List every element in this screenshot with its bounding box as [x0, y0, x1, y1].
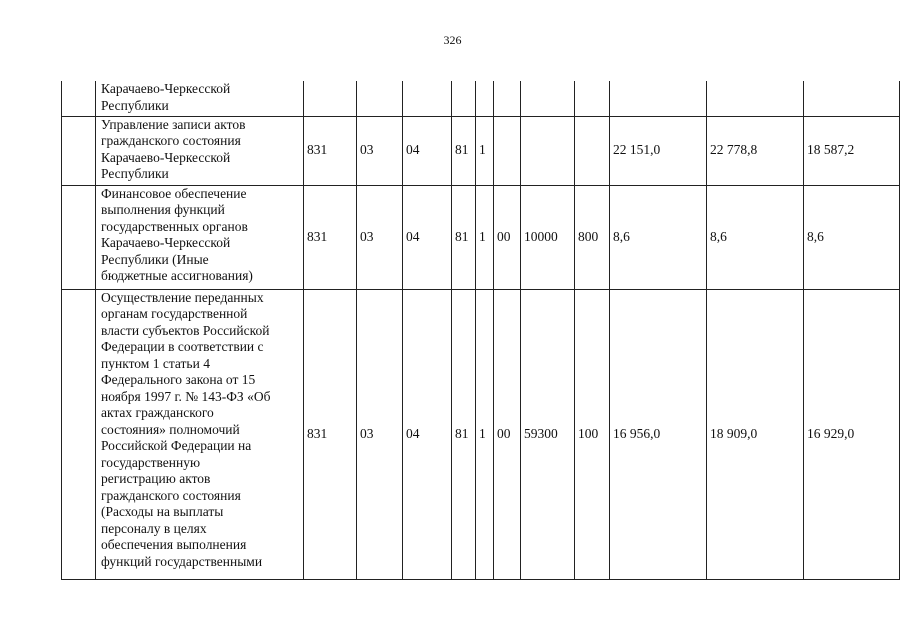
col-amount-y3: 8,6 — [804, 185, 900, 289]
description-line: пунктом 1 статьи 4 — [101, 355, 210, 371]
description-line: Карачаево-Черкесской — [101, 235, 231, 250]
col-subprogram: 1 — [476, 116, 494, 185]
col-subsection: 04 — [403, 116, 452, 185]
page-number: 326 — [443, 33, 462, 47]
col-expense-type — [575, 116, 610, 185]
row-index-cell — [62, 289, 96, 579]
col-amount-y2: 8,6 — [707, 185, 804, 289]
col-glrbs: 831 — [304, 116, 357, 185]
col-amount-y1: 22 151,0 — [610, 116, 707, 185]
col-direction: 59300 — [521, 289, 575, 579]
col-section: 03 — [357, 185, 403, 289]
description-line: государственных органов — [101, 218, 248, 234]
description-line: гражданского состояния — [101, 487, 241, 503]
table-row — [62, 185, 900, 289]
col-program: 81 — [452, 185, 476, 289]
col-amount-y3: 18 587,2 — [804, 116, 900, 185]
description-line: государственную — [101, 454, 201, 470]
col-section: 03 — [357, 289, 403, 579]
col-main-event — [494, 81, 521, 116]
col-subsection — [403, 81, 452, 116]
col-subprogram: 1 — [476, 185, 494, 289]
budget-table — [61, 81, 900, 580]
description-cell — [96, 81, 304, 116]
col-glrbs: 831 — [304, 185, 357, 289]
description-line: Управление записи актов — [101, 116, 246, 132]
description-line: Карачаево-Черкесской — [101, 81, 231, 96]
description-line: Республики — [101, 97, 169, 113]
description-line: обеспечения выполнения — [101, 537, 247, 552]
description-line: органам государственной — [101, 306, 248, 321]
col-section — [357, 81, 403, 116]
col-amount-y1 — [610, 81, 707, 116]
col-direction — [521, 81, 575, 116]
col-subsection: 04 — [403, 289, 452, 579]
description-line: персоналу в целях — [101, 520, 207, 536]
col-expense-type: 100 — [575, 289, 610, 579]
description-line: Федерации в соответствии с — [101, 339, 264, 354]
description-line: Финансовое обеспечение — [101, 185, 247, 201]
description-line: регистрацию актов — [101, 471, 211, 486]
col-program: 81 — [452, 289, 476, 579]
col-amount-y2: 22 778,8 — [707, 116, 804, 185]
description-line: Республики — [101, 166, 169, 181]
col-subprogram — [476, 81, 494, 116]
col-direction: 10000 — [521, 185, 575, 289]
description-cell — [96, 185, 304, 289]
col-program: 81 — [452, 116, 476, 185]
description-line: Российской Федерации на — [101, 438, 252, 453]
description-line: Федерального закона от 15 — [101, 372, 256, 387]
col-amount-y3 — [804, 81, 900, 116]
col-expense-type: 800 — [575, 185, 610, 289]
col-glrbs: 831 — [304, 289, 357, 579]
row-index-cell — [62, 116, 96, 185]
col-amount-y3: 16 929,0 — [804, 289, 900, 579]
description-line: власти субъектов Российской — [101, 322, 270, 338]
col-amount-y1: 16 956,0 — [610, 289, 707, 579]
col-amount-y2 — [707, 81, 804, 116]
col-section: 03 — [357, 116, 403, 185]
col-subprogram: 1 — [476, 289, 494, 579]
table-row — [62, 289, 900, 579]
table-row — [62, 81, 900, 116]
description-line: Республики (Иные — [101, 251, 209, 267]
col-amount-y1: 8,6 — [610, 185, 707, 289]
table-row — [62, 116, 900, 185]
col-direction — [521, 116, 575, 185]
col-expense-type — [575, 81, 610, 116]
col-main-event: 00 — [494, 185, 521, 289]
description-line: бюджетные ассигнования) — [101, 268, 253, 283]
description-line: гражданского состояния — [101, 133, 241, 148]
table-body — [62, 81, 900, 579]
description-line: Осуществление переданных — [101, 289, 264, 305]
col-main-event: 00 — [494, 289, 521, 579]
description-line: ноября 1997 г. № 143-ФЗ «Об — [101, 388, 271, 404]
col-program — [452, 81, 476, 116]
col-glrbs — [304, 81, 357, 116]
description-cell — [96, 289, 304, 579]
col-amount-y2: 18 909,0 — [707, 289, 804, 579]
description-line: функций государственными — [101, 553, 263, 569]
col-main-event — [494, 116, 521, 185]
row-index-cell — [62, 185, 96, 289]
description-line: состояния» полномочий — [101, 421, 240, 437]
description-line: выполнения функций — [101, 202, 225, 217]
description-cell — [96, 116, 304, 185]
description-line: актах гражданского — [101, 405, 214, 420]
description-line: (Расходы на выплаты — [101, 504, 224, 519]
description-line: Карачаево-Черкесской — [101, 149, 231, 165]
row-index-cell — [62, 81, 96, 116]
col-subsection: 04 — [403, 185, 452, 289]
